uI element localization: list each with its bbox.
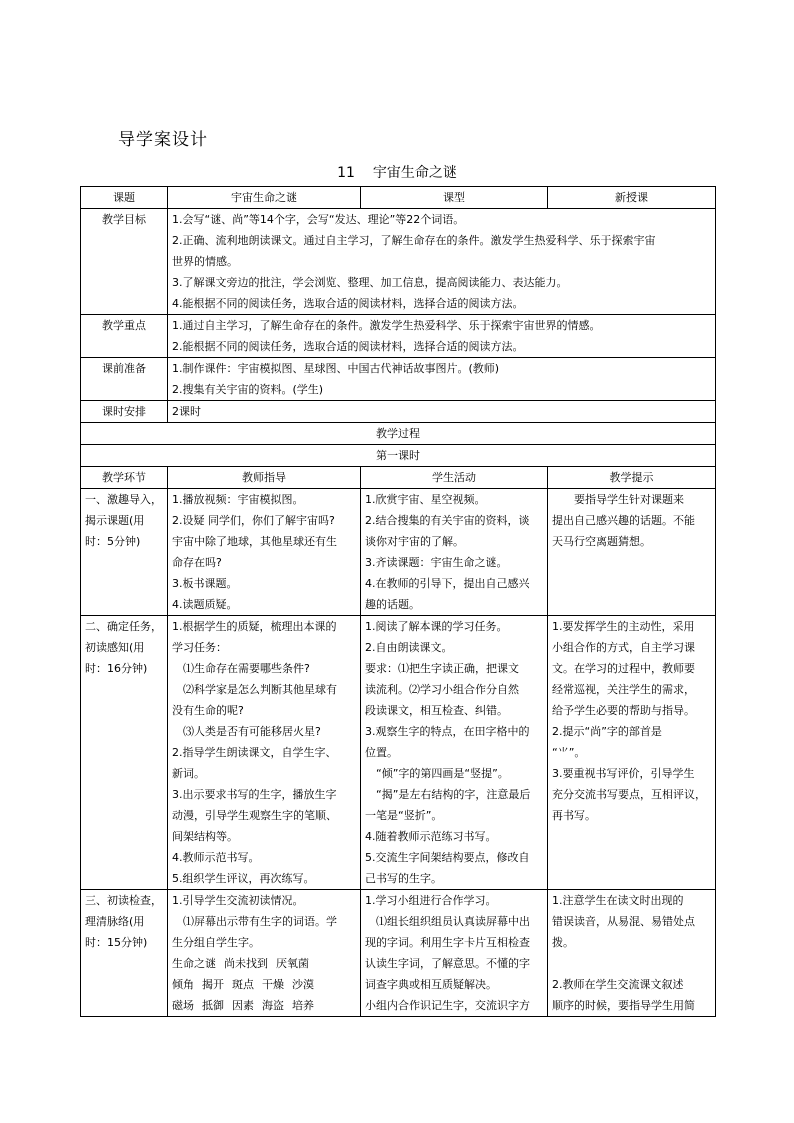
stage1-student: 1.欣赏宇宙、星空视频。 2.结合搜集的有关宇宙的资料，谈 谈你对宇宙的了解。 3.齐读课题：宇宙生命之谜。 4.在教师的引导下，提出自己感兴 趣的话题。: [361, 489, 548, 616]
stage3-teacher: 1.引导学生交流初读情况。 ⑴屏幕出示带有生字的词语。学 生分组自学生字。 生命之谜 尚未找到 厌氧菌 倾角 揭开 斑点 干燥 沙漠 磁场 抵御 因素 海盗 培养: [168, 890, 361, 1017]
stage1-teacher: 1.播放视频：宇宙模拟图。 2.设疑 同学们，你们了解宇宙吗? 宇宙中除了地球，其他星球还有生 命存在吗? 3.板书课题。 4.读题质疑。: [168, 489, 361, 616]
spacer: [552, 953, 711, 974]
schedule-row: [81, 401, 716, 423]
vocab-row: 倾角 揭开 斑点 干燥 沙漠: [172, 978, 314, 991]
page-heading: 导学案设计: [118, 130, 208, 150]
prep-content: [168, 358, 716, 401]
column-header-row: [81, 467, 716, 489]
stage3-label: 三、初读检查， 理清脉络(用 时：15分钟): [81, 890, 168, 1017]
stage2-row: [81, 616, 716, 890]
col-teacher: 教师指导: [168, 467, 361, 489]
schedule-value: 2课时: [168, 401, 716, 423]
goals-content: [168, 209, 716, 315]
goal-line: 1.会写“谜、尚”等14个字，会写“发达、理论”等22个词语。: [172, 213, 465, 226]
prep-line: 1.制作课件：宇宙模拟图、星球图、中国古代神话故事图片。(教师): [172, 362, 500, 375]
schedule-label: 课时安排: [81, 401, 168, 423]
goal-line: 世界的情感。: [172, 255, 238, 268]
stage1-label: 一、激趣导入， 揭示课题(用 时：5分钟): [81, 489, 168, 616]
goal-line: 4.能根据不同的阅读任务，选取合适的阅读材料，选择合适的阅读方法。: [172, 297, 524, 310]
lesson-name: 宇宙生命之谜: [372, 165, 457, 181]
stage3-student: 1.学习小组进行合作学习。 ⑴组长组织组员认真读屏幕中出 现的字词。利用生字卡片互相检查 认读生字词，了解意思。不懂的字 词查字典或相互质疑解决。 小组内合作识记生字，交流识字方: [361, 890, 548, 1017]
key-points-label: 教学重点: [81, 315, 168, 358]
stage2-label: 二、确定任务， 初读感知(用 时：16分钟): [81, 616, 168, 890]
process-title: 教学过程: [81, 423, 716, 445]
goals-row: [81, 209, 716, 315]
key-points-row: [81, 315, 716, 358]
stage3-row: [81, 890, 716, 1017]
goal-line: 3.了解课文旁边的批注，学会浏览、整理、加工信息，提高阅读能力、表达能力。: [172, 276, 568, 289]
key-point-line: 1.通过自主学习，了解生命存在的条件。激发学生热爱科学、乐于探索宇宙世界的情感。: [172, 319, 601, 332]
key-point-line: 2.能根据不同的阅读任务，选取合适的阅读材料，选择合适的阅读方法。: [172, 340, 524, 353]
col-stage: 教学环节: [81, 467, 168, 489]
prep-label: 课前准备: [81, 358, 168, 401]
vocab-row: 磁场 抵御 因素 海盗 培养: [172, 999, 314, 1012]
stage2-teacher: 1.根据学生的质疑，梳理出本课的 学习任务： ⑴生命存在需要哪些条件? ⑵科学家是怎么判断其他星球有 没有生命的呢? ⑶人类是否有可能移居火星? 2.指导学生朗读课文，自学生字、 新词。 3.出示要求书写的生字，播放生字 动漫，引导学生观察生字的笔顺、 间架结构等。 4.教师示范书写。 5.组织学生评议，再次练写。: [168, 616, 361, 890]
key-points-content: [168, 315, 716, 358]
goal-line: 2.正确、流利地朗读课文。通过自主学习，了解生命存在的条件。激发学生热爱科学、乐于探索宇宙: [172, 234, 656, 247]
period-title: 第一课时: [81, 445, 716, 467]
stage2-tips: 1.要发挥学生的主动性，采用 小组合作的方式，自主学习课 文。在学习的过程中，教师要 经常巡视，关注学生的需求， 给予学生必要的帮助与指导。 2.提示“尚”字的部首是 “⺌”。 3.要重视书写评价，引导学生 充分交流书写要点，互相评议， 再书写。: [548, 616, 716, 890]
lesson-title: [0, 162, 794, 182]
process-title-row: [81, 423, 716, 445]
stage2-student: 1.阅读了解本课的学习任务。 2.自由朗读课文。 要求：⑴把生字读正确，把课文 读流利。⑵学习小组合作分自然 段读课文，相互检查、纠错。 3.观察生字的特点，在田字格中的 位置。 “倾”字的第四画是“竖提”。 “揭”是左右结构的字，注意最后 一笔是“竖折”。 4.随着教师示范练习书写。 5.交流生字间架结构要点，修改自 己书写的生字。: [361, 616, 548, 890]
type-value: 新授课: [548, 187, 716, 209]
stage1-tips: 要指导学生针对课题来 提出自己感兴趣的话题。不能 天马行空离题猜想。: [548, 489, 716, 616]
prep-row: [81, 358, 716, 401]
period-title-row: [81, 445, 716, 467]
vocab-row: 生命之谜 尚未找到 厌氧菌: [172, 957, 309, 970]
lesson-plan-table: [80, 186, 716, 1017]
col-student: 学生活动: [361, 467, 548, 489]
prep-line: 2.搜集有关宇宙的资料。(学生): [172, 383, 324, 396]
type-label: 课型: [361, 187, 548, 209]
header-row: [81, 187, 716, 209]
col-tips: 教学提示: [548, 467, 716, 489]
subject-value: 宇宙生命之谜: [168, 187, 361, 209]
lesson-number: 11: [337, 165, 355, 181]
subject-label: 课题: [81, 187, 168, 209]
stage1-row: [81, 489, 716, 616]
stage3-tips: 1.注意学生在读文时出现的 错误读音，从易混、易错处点 拨。 2.教师在学生交流课文叙述 顺序的时候，要指导学生用简: [548, 890, 716, 1017]
goals-label: 教学目标: [81, 209, 168, 315]
